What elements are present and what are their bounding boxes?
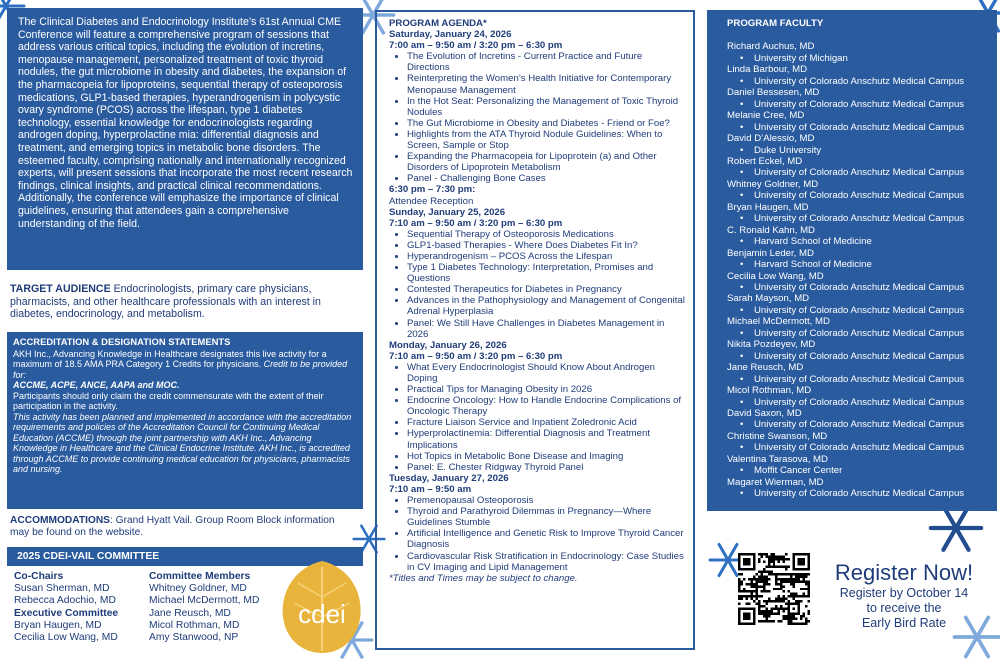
target-audience-text: Endocrinologists, primary care physicians, pharmacists, and other healthcare professionals with an interest in diabetes, endocrinology, and metabolism. (10, 283, 321, 321)
qr-code[interactable] (738, 553, 810, 625)
faculty-affiliation: • University of Colorado Anschutz Medical Campus (740, 282, 989, 293)
agenda-day-date: Monday, January 26, 2026 (389, 339, 507, 351)
agenda-session: • Endocrine Oncology: How to Handle Endocrine Complications of Oncologic Therapy (407, 395, 685, 417)
target-audience (10, 283, 360, 321)
faculty-title: PROGRAM FACULTY (727, 18, 824, 29)
accommodations-label: ACCOMMODATIONS (10, 515, 110, 526)
agenda-session: • In the Hot Seat: Personalizing the Management of Toxic Thyroid Nodules (407, 96, 685, 118)
agenda-session: • Thyroid and Parathyroid Dilemmas in Pregnancy—Where Guidelines Stumble (407, 506, 685, 528)
faculty-name: Bryan Haugen, MD (727, 201, 809, 213)
faculty-name: David D’Alessio, MD (727, 133, 815, 145)
agenda-session: • What Every Endocrinologist Should Know About Androgen Doping (407, 362, 685, 384)
committee-members-label: Committee Members (149, 571, 251, 582)
faculty-affiliation: • University of Michigan (740, 53, 989, 64)
accommodations-text: : Grand Hyatt Vail. Group Room Block information may be found on the website. (10, 515, 335, 539)
agenda-session: • The Gut Microbiome in Obesity and Diabetes - Friend or Foe? (407, 118, 685, 129)
agenda-session: • Highlights from the ATA Thyroid Nodule Guidelines: When to Screen, Sample or Stop (407, 129, 685, 151)
accommodations (10, 515, 350, 539)
faculty-name: Daniel Bessesen, MD (727, 87, 820, 99)
agenda-session-list (389, 51, 685, 184)
faculty-affiliation: • Harvard School of Medicine (740, 259, 989, 270)
faculty-affiliation: • University of Colorado Anschutz Medical Campus (740, 167, 989, 178)
faculty-name: C. Ronald Kahn, MD (727, 224, 815, 236)
accreditation-p1-italic: Credit to be provided for: (13, 359, 348, 380)
committee-chairs (14, 571, 118, 644)
agenda-note: *Titles and Times may be subject to change. (389, 572, 578, 584)
faculty-affiliation: • University of Colorado Anschutz Medical Campus (740, 99, 989, 110)
faculty-name: Benjamin Leder, MD (727, 247, 814, 259)
agenda-day-date: Tuesday, January 27, 2026 (389, 472, 509, 484)
faculty-affiliation: • University of Colorado Anschutz Medical Campus (740, 374, 989, 385)
agenda-session: • GLP1-based Therapies - Where Does Diabetes Fit In? (407, 240, 685, 251)
exec-member-name: Cecilia Low Wang, MD (14, 632, 118, 644)
agenda-session: • Panel: We Still Have Challenges in Diabetes Management in 2026 (407, 318, 685, 340)
agenda-title: PROGRAM AGENDA* (389, 18, 487, 29)
faculty-name: Robert Eckel, MD (727, 155, 803, 167)
faculty-name: Melanie Cree, MD (727, 110, 805, 122)
accreditation-p3: Participants should only claim the credit commensurate with the extent of their participation in the activity. (13, 390, 324, 411)
faculty-list (727, 41, 989, 499)
committee-member-name: Amy Stanwood, NP (149, 632, 239, 644)
agenda-session: • The Evolution of Incretins - Current Practice and Future Directions (407, 51, 685, 73)
faculty-affiliation: • University of Colorado Anschutz Medical Campus (740, 397, 989, 408)
faculty-affiliation: • Harvard School of Medicine (740, 236, 989, 247)
agenda-session: • Sequential Therapy of Osteoporosis Medications (407, 229, 685, 240)
committee-member-name: Whitney Goldner, MD (149, 583, 247, 595)
agenda-session: • Hyperprolactinemia: Differential Diagnosis and Treatment Implications (407, 428, 685, 450)
faculty-name: Christine Swanson, MD (727, 430, 828, 442)
accreditation-panel (7, 332, 363, 509)
intro-text: The Clinical Diabetes and Endocrinology Institute’s 61st Annual CME Conference will feature a comprehensive program of sessions that address various critical topics, including the evolution of incretins, menopause management, personalized treatment of toxic thyroid nodules, the gut microbiome in obesity and diabetes, the expansion of the pharmacopeia for lipoproteins, sequential therapy of osteoporosis medications, GLP1-based therapies, hyperandrogenism in polycystic ovary syndrome (PCOS) across the lifespan, type 1 diabetes technology, essential knowledge for endocrinologists regarding androgen doping, hyperprolactine mia: differential diagnosis and treatment, and emerging topics in metabolic bone disorders. The esteemed faculty, comprising nationally and internationally recognized experts, will present sessions that incorporate the most recent research findings, clinical insights, and practical clinical recommendations. Additionally, the conference will emphasize the importance of clinical guidelines, ensuring that attendees gain a comprehensive understanding of the field. (18, 16, 353, 230)
agenda-session: • Hyperandrogenism – PCOS Across the Lifespan (407, 251, 685, 262)
faculty-affiliation: • University of Colorado Anschutz Medical Campus (740, 305, 989, 316)
agenda-day-time: 7:00 am – 9:50 am / 3:20 pm – 6:30 pm (389, 40, 563, 52)
faculty-name: Sarah Mayson, MD (727, 293, 810, 305)
committee-member-name: Michael McDermott, MD (149, 595, 260, 607)
accreditation-title: ACCREDITATION & DESIGNATION STATEMENTS (13, 336, 231, 347)
register-line: Early Bird Rate (861, 616, 947, 630)
target-audience-label: TARGET AUDIENCE (10, 283, 111, 295)
committee-title: 2025 CDEI-VAIL COMMITTEE (7, 547, 363, 566)
agenda-extra-time: 6:30 pm – 7:30 pm: (389, 184, 476, 196)
register-block[interactable] (814, 560, 994, 631)
committee-members (149, 571, 259, 644)
agenda-session: • Cardiovascular Risk Stratification in Endocrinology: Case Studies in CV Imaging and Lipid Management (407, 551, 685, 573)
faculty-name: Cecilia Low Wang, MD (727, 270, 824, 282)
faculty-name: Nikita Pozdeyev, MD (727, 339, 816, 351)
cdei-leaf-logo (278, 557, 366, 657)
agenda-session-list (389, 362, 685, 473)
agenda-session: • Expanding the Pharmacopeia for Lipoprotein (a) and Other Disorders of Lipoprotein Metabolism (407, 151, 685, 173)
agenda-day-date: Saturday, January 24, 2026 (389, 29, 512, 41)
agenda-session-list (389, 495, 685, 573)
faculty-affiliation: • University of Colorado Anschutz Medical Campus (740, 488, 989, 499)
register-line: to receive the (866, 601, 942, 615)
faculty-name: Linda Barbour, MD (727, 64, 807, 76)
agenda-body (389, 29, 685, 573)
faculty-name: Magaret Wierman, MD (727, 476, 824, 488)
faculty-name: Jane Reusch, MD (727, 362, 804, 374)
faculty-affiliation: • University of Colorado Anschutz Medical Campus (740, 76, 989, 87)
agenda-session: • Advances in the Pathophysiology and Management of Congenital Adrenal Hyperplasia (407, 295, 685, 317)
agenda-day-time: 7:10 am – 9:50 am / 3:20 pm – 6:30 pm (389, 350, 563, 362)
agenda-session: • Hot Topics in Metabolic Bone Disease and Imaging (407, 451, 685, 462)
cochair-name: Rebecca Adochio, MD (14, 595, 116, 607)
agenda-session: • Type 1 Diabetes Technology: Interpretation, Promises and Questions (407, 262, 685, 284)
faculty-affiliation: • University of Colorado Anschutz Medical Campus (740, 190, 989, 201)
agenda-session: • Panel: E. Chester Ridgway Thyroid Panel (407, 462, 685, 473)
cochair-name: Susan Sherman, MD (14, 583, 110, 595)
faculty-name: Whitney Goldner, MD (727, 178, 819, 190)
cochairs-label: Co-Chairs (14, 571, 64, 582)
agenda-day-date: Sunday, January 25, 2026 (389, 206, 506, 218)
committee-member-name: Jane Reusch, MD (149, 607, 231, 619)
faculty-affiliation: • University of Colorado Anschutz Medical Campus (740, 328, 989, 339)
agenda-session: • Artificial Intelligence and Genetic Risk to Improve Thyroid Cancer Diagnosis (407, 528, 685, 550)
accreditation-p1-text: AKH Inc., Advancing Knowledge in Healthcare designates this live activity for a maximum of 18.5 AMA PRA Category 1 Credits for physicians. (13, 348, 327, 369)
agenda-session: • Reinterpreting the Women’s Health Initiative for Contemporary Menopause Management (407, 73, 685, 95)
accreditation-credit-types: ACCME, ACPE, ANCE, AAPA and MOC. (13, 380, 180, 390)
agenda-session: • Practical Tips for Managing Obesity in 2026 (407, 384, 685, 395)
agenda-extra-text: Attendee Reception (389, 195, 474, 207)
faculty-affiliation: • Duke University (740, 145, 989, 156)
agenda-session: • Contested Therapeutics for Diabetes in Pregnancy (407, 284, 685, 295)
faculty-affiliation: • University of Colorado Anschutz Medical Campus (740, 351, 989, 362)
register-headline[interactable]: Register Now! (834, 560, 974, 585)
exec-member-name: Bryan Haugen, MD (14, 619, 102, 631)
accreditation-p4: This activity has been planned and implemented in accordance with the accreditation requirements and policies of the Accreditation Council for Continuing Medical Education (ACCME) through the joint partnership with AKH Inc., Advancing Knowledge in Healthcare and the Clinical Endocrine Institute. AKH Inc., is accredited through ACCME to provide continuing medical education for physicians, pharmacists and nursing. (13, 411, 352, 474)
logo-text: cdei (298, 599, 346, 629)
agenda-session-list (389, 229, 685, 340)
faculty-name: Michael McDermott, MD (727, 316, 830, 328)
exec-committee-label: Executive Committee (14, 607, 119, 619)
faculty-name: Micol Rothman, MD (727, 385, 812, 397)
faculty-name: Richard Auchus, MD (727, 41, 815, 53)
faculty-affiliation: • University of Colorado Anschutz Medical Campus (740, 419, 989, 430)
faculty-affiliation: • University of Colorado Anschutz Medical Campus (740, 442, 989, 453)
agenda-session: • Panel - Challenging Bone Cases (407, 173, 685, 184)
faculty-affiliation: • Moffit Cancer Center (740, 465, 989, 476)
accreditation-p1 (13, 349, 357, 381)
faculty-affiliation: • University of Colorado Anschutz Medical Campus (740, 122, 989, 133)
program-agenda (375, 10, 695, 650)
agenda-day-time: 7:10 am – 9:50 am (389, 483, 472, 495)
faculty-affiliation: • University of Colorado Anschutz Medical Campus (740, 213, 989, 224)
program-faculty (707, 10, 997, 511)
register-line: Register by October 14 (839, 586, 969, 600)
agenda-day-time: 7:10 am – 9:50 am / 3:20 pm – 6:30 pm (389, 217, 563, 229)
committee-member-name: Micol Rothman, MD (149, 619, 240, 631)
agenda-session: • Fracture Liaison Service and Inpatient Zoledronic Acid (407, 417, 685, 428)
agenda-session: • Premenopausal Osteoporosis (407, 495, 685, 506)
intro-panel (7, 8, 363, 270)
faculty-name: David Saxon, MD (727, 407, 802, 419)
faculty-name: Valentina Tarasova, MD (727, 453, 828, 465)
